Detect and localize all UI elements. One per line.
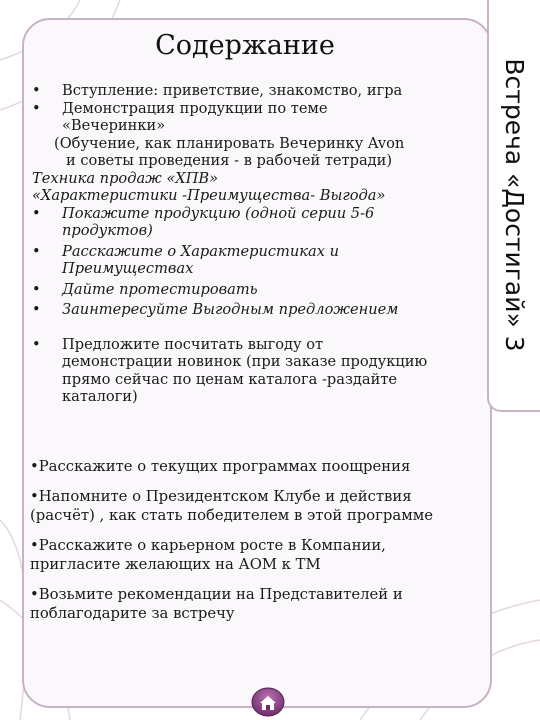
note: (Обучение, как планировать Вечеринку Avon и советы проведения - в рабочей тетради) xyxy=(54,134,405,169)
technique-heading: Техника продаж «ХПВ» xyxy=(32,169,219,187)
list-item: • Расскажите о Характеристиках и Преимуществах xyxy=(32,242,339,277)
closing-list xyxy=(30,457,478,634)
list-item: • Демонстрация продукции по теме «Вечеринки» xyxy=(32,99,328,134)
list-item: • Заинтересуйте Выгодным предложением xyxy=(32,301,399,318)
side-title: Встреча «Достигай» 3 xyxy=(500,58,529,352)
home-icon[interactable] xyxy=(251,687,285,717)
page-title: Содержание xyxy=(155,30,335,61)
list-item: • Предложите посчитать выгоду от демонстрации новинок (при заказе продукцию прямо сейчас по ценам каталога -раздайте каталоги) xyxy=(32,335,428,405)
agenda-list xyxy=(30,82,475,406)
list-item: • Вступление: приветствие, знакомство, игра xyxy=(32,82,403,99)
technique-subheading: «Характеристики -Преимущества- Выгода» xyxy=(32,187,386,204)
list-item: •Расскажите о карьерном росте в Компании, пригласите желающих на АОМ к ТМ xyxy=(30,537,386,573)
list-item: •Возьмите рекомендации на Представителей и поблагодарите за встречу xyxy=(30,586,403,622)
list-item: • Дайте протестировать xyxy=(32,280,258,298)
list-item: • Покажите продукцию (одной серии 5-6 продуктов) xyxy=(32,204,375,239)
list-item: •Расскажите о текущих программах поощрения xyxy=(30,458,411,475)
list-item: •Напомните о Президентском Клубе и действия (расчёт) , как стать победителем в этой программе xyxy=(30,488,433,524)
